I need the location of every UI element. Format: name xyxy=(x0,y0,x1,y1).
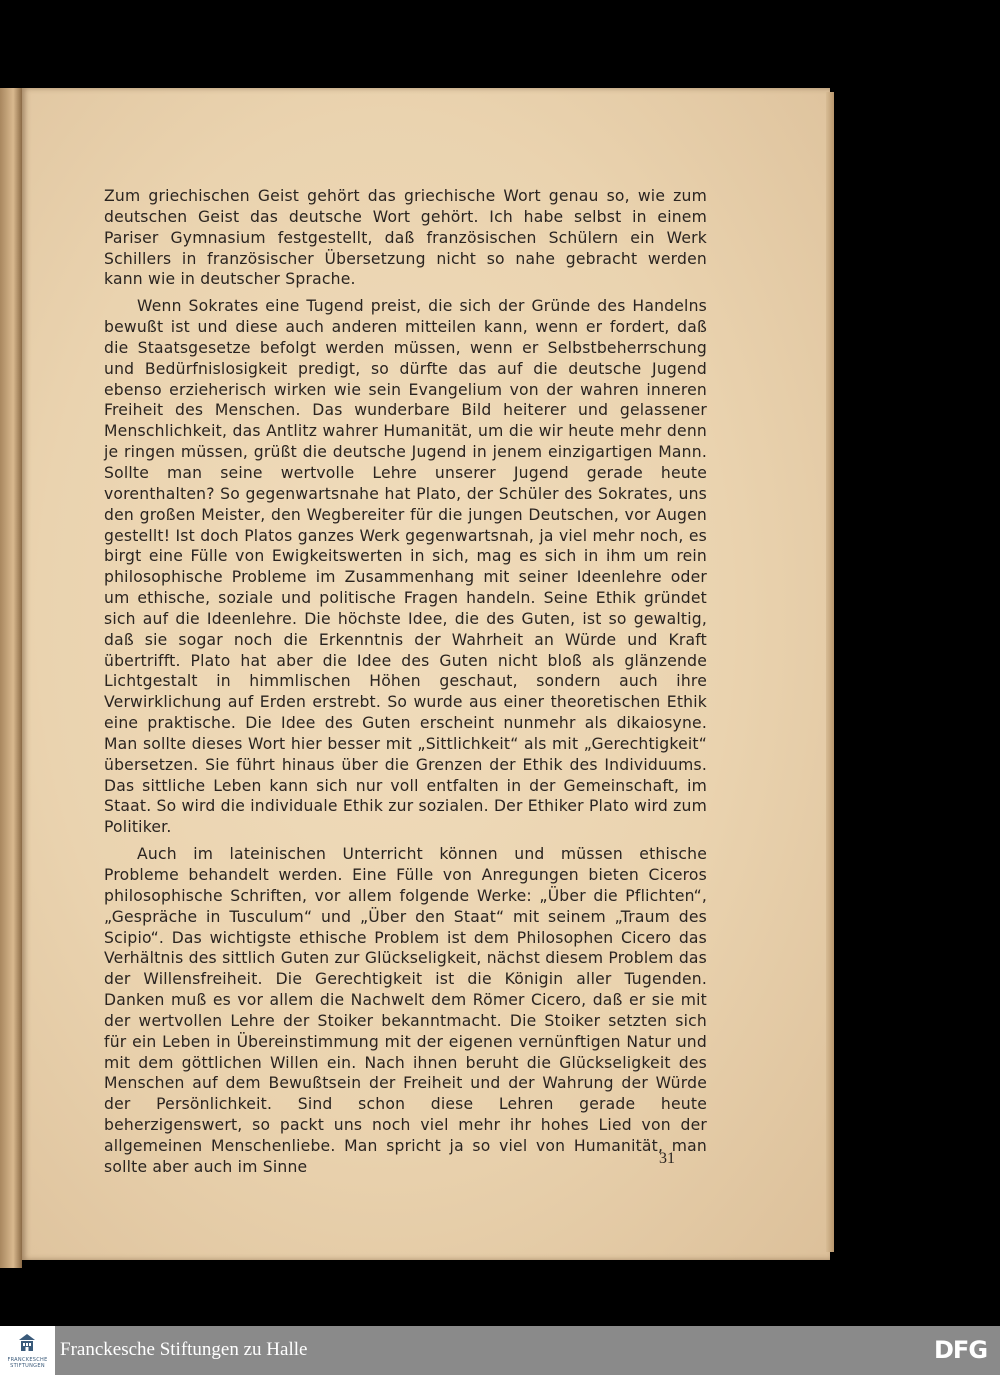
paragraph-2: Wenn Sokrates eine Tugend preist, die sich der Gründe des Handelns bewußt ist und diese auch anderen mitteilen kann, wenn er fordert, daß die Staatsgesetze befolgt werden müssen, wenn er Selbstbeherrschung und Bedürfnislosigkeit predigt, so dürfte das auf die deutsche Jugend ebenso erzieherisch wirken wie sein Evangelium von der wahren inneren Freiheit des Menschen. Das wunderbare Bild heiterer und gelassener Menschlichkeit, das Antlitz wahrer Humanität, um die wir heute mehr denn je ringen müssen, grüßt die deutsche Jugend in jenem einzigartigen Mann. Sollte man seine wertvolle Lehre unserer Jugend gerade heute vorenthalten? So gegenwartsnahe hat Plato, der Schüler des Sokrates, uns den großen Meister, den Wegbereiter für die jungen Deutschen, vor Augen gestellt! Ist doch Platos ganzes Werk gegenwartsnah, ja viel mehr noch, es birgt eine Fülle von Ewigkeitswerten in sich, mag es sich in ihm um rein philosophische Probleme im Zusammenhang mit seiner Ideenlehre oder um ethische, soziale und politische Fragen handeln. Seine Ethik gründet sich auf die Ideenlehre. Die höchste Idee, die des Guten, ist so gewaltig, daß sie sogar noch die Erkenntnis der Wahrheit an Würde und Kraft übertrifft. Plato hat aber die Idee des Guten nicht bloß als glänzende Lichtgestalt in himmlischen Höhen geschaut, sondern auch ihre Verwirklichung auf Erden erstrebt. So wurde aus einer theoretischen Ethik eine praktische. Die Idee des Guten erscheint nunmehr als dikaiosyne. Man sollte dieses Wort hier besser mit „Sittlichkeit“ als mit „Gerechtigkeit“ übersetzen. Sie führt hinaus über die Grenzen der Ethik des Individuums. Das sittliche Leben kann sich nur voll entfalten in der Gemeinschaft, im Staat. So wird die individuale Ethik zur sozialen. Der Ethiker Plato wird zum Politiker. xyxy=(104,297,707,837)
footer-title[interactable]: Franckesche Stiftungen zu Halle xyxy=(60,1339,308,1360)
francke-logo-icon xyxy=(17,1333,37,1353)
institution-logo[interactable] xyxy=(0,1326,55,1375)
logo-text: FRANCKESCHE STIFTUNGEN xyxy=(7,1357,48,1369)
dfg-logo[interactable]: DFG xyxy=(934,1336,988,1364)
left-page-edge xyxy=(0,88,22,1268)
paragraph-1: Zum griechischen Geist gehört das griechische Wort genau so, wie zum deutschen Geist das deutsche Wort gehört. Ich habe selbst in einem Pariser Gymnasium festgestellt, daß französischen Schülern ein Werk Schillers in französischer Übersetzung nicht so nahe gebracht werden kann wie in deutscher Sprache. xyxy=(104,187,707,289)
page-number: 31 xyxy=(659,1150,675,1167)
right-page-edge xyxy=(826,92,834,1252)
body-text xyxy=(104,186,707,1184)
footer-bar xyxy=(0,1326,1000,1375)
paragraph-3: Auch im lateinischen Unterricht können und müssen ethische Probleme behandelt werden. Eine Fülle von Anregungen bieten Ciceros philosophische Schriften, vor allem folgende Werke: „Über die Pflichten“, „Gespräche in Tusculum“ und „Über den Staat“ mit seinem „Traum des Scipio“. Das wichtigste ethische Problem ist dem Philosophen Cicero das Verhältnis des sittlich Guten zur Glückseligkeit, nächst diesem Problem das der Willensfreiheit. Die Gerechtigkeit ist die Königin aller Tugenden. Danken muß es vor allem die Nachwelt dem Römer Cicero, daß er sie mit der wertvollen Lehre der Stoiker bekanntmacht. Die Stoiker setzten sich für ein Leben in Übereinstimmung mit der eigenen vernünftigen Natur und mit dem göttlichen Willen ein. Nach ihnen beruht die Glückseligkeit des Menschen auf dem Bewußtsein der Freiheit und der Wahrung der Würde der Persönlichkeit. Sind schon diese Lehren gerade heute beherzigenswert, so packt uns noch viel mehr ihr hohes Lied von der allgemeinen Menschenliebe. Man spricht ja so viel von Humanität, man sollte aber auch im Sinne xyxy=(104,845,707,1176)
